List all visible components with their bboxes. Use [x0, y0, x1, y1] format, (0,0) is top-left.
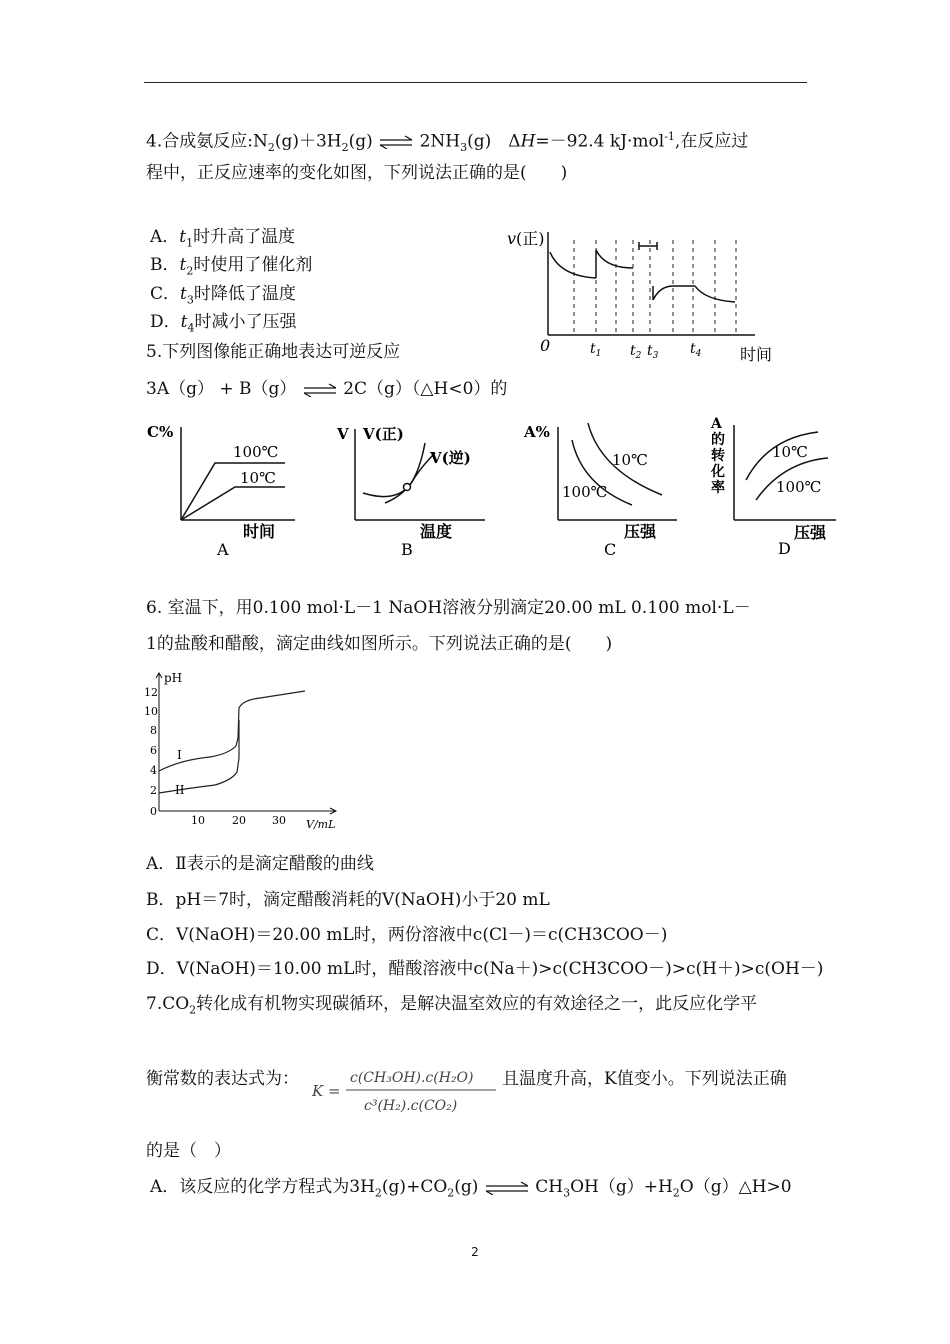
svg-text:的: 的	[711, 432, 725, 448]
q4-graph-t4: $t_4$	[690, 341, 702, 359]
svg-text:A: A	[711, 416, 722, 432]
q4-graph-t3: $t_3$	[647, 343, 659, 361]
q5d-letter: D	[778, 539, 791, 558]
equilibrium-arrow-icon	[378, 135, 414, 149]
q7-option-a: A．该反应的化学方程式为$3H_2(g)+CO_2(g)$ $CH_3OH(g)+H_2O(g)\triangle H>0$	[150, 1177, 792, 1200]
q5d-label-100: 100℃	[776, 478, 822, 496]
svg-text:4: 4	[150, 764, 157, 777]
q7-k-symbol: K =	[312, 1082, 341, 1100]
q5a-label-10: 10℃	[240, 469, 276, 487]
q7-stem-line1: $7.CO_2$转化成有机物实现碳循环，是解决温室效应的有效途径之一，此反应化学平	[146, 994, 758, 1017]
header-rule	[144, 82, 807, 83]
q6-xticks	[191, 814, 286, 827]
q5-stem-line1: 5.下列图像能正确地表达可逆反应	[146, 342, 401, 362]
q4-option-c: C．$t_3$时降低了温度	[150, 284, 296, 307]
svg-text:10: 10	[144, 705, 158, 718]
q7-stem-line2a: 衡常数的表达式为：	[146, 1069, 299, 1089]
equilibrium-arrow-icon	[484, 1181, 530, 1195]
q5c-ylabel: A%	[524, 423, 550, 441]
q5d-ylabel	[710, 416, 725, 496]
q6-label-ii: II	[175, 783, 185, 797]
q5b-fwd-curve	[363, 443, 425, 497]
q7-stem-line3: 的是（ ）	[146, 1141, 231, 1161]
q6-stem-line1: 6. 室温下，用0.100 mol·L－1 NaOH溶液分别滴定20.00 mL 0.100 mol·L－	[146, 598, 751, 618]
svg-text:化: 化	[711, 464, 725, 480]
q5c-letter: C	[604, 540, 617, 559]
q4-graph-t2: $t_2$	[630, 343, 642, 361]
q5b-ylabel: V	[337, 425, 349, 443]
q6-label-i: I	[177, 748, 182, 762]
q6-option-b: B．pH＝7时，滴定醋酸消耗的V(NaOH)小于20 mL	[146, 890, 550, 910]
q7-denominator: c³(H₂).c(CO₂)	[364, 1098, 458, 1114]
q4-stem-line1: 4.合成氨反应$:N_2(g)+3H_2(g)$ $2NH_3(g)$ ΔH=－92.4 kJ·mol$^{-1}$,在反应过	[146, 130, 749, 155]
q6-option-d: D．V(NaOH)＝10.00 mL时，醋酸溶液中c(Na＋)>c(CH3COO－)>c(H＋)>c(OH－)	[146, 959, 824, 979]
q5-graph-c	[522, 415, 687, 560]
q4-stem-line2: 程中，正反应速率的变化如图，下列说法正确的是( )	[146, 163, 568, 183]
q5b-intersection	[404, 484, 411, 491]
q4-graph-ylabel: v(正)	[507, 229, 545, 248]
q6-option-c: C．V(NaOH)＝20.00 mL时，两份溶液中c(Cl－)＝c(CH3COO－)	[146, 925, 668, 945]
q5b-xlabel: 温度	[420, 522, 453, 541]
q5a-curve-10	[181, 487, 285, 520]
page-number: 2	[471, 1245, 479, 1259]
q5b-letter: B	[401, 540, 413, 559]
q6-option-a: A．Ⅱ表示的是滴定醋酸的曲线	[146, 854, 374, 874]
q5a-xlabel: 时间	[243, 522, 276, 541]
q7-numerator: c(CH₃OH).c(H₂O)	[350, 1070, 474, 1086]
q5a-label-100: 100℃	[233, 443, 279, 461]
q5-graph-b	[335, 415, 495, 560]
q4-option-d: D．$t_4$时减小了压强	[150, 312, 297, 335]
q5a-ylabel: C%	[147, 423, 174, 441]
q4-option-a: A．$t_1$时升高了温度	[150, 227, 296, 250]
q6-ylabel: pH	[164, 671, 183, 685]
q5a-letter: A	[217, 540, 229, 559]
svg-text:6: 6	[150, 744, 157, 757]
q5c-label-10: 10℃	[612, 451, 648, 469]
q5c-xlabel: 压强	[624, 522, 657, 541]
q5-stem-line2: 3A（g） + B（g） 2C（g）（△H<0）的	[146, 379, 508, 399]
svg-text:转: 转	[711, 448, 725, 464]
svg-text:30: 30	[272, 814, 286, 827]
q5d-label-10: 10℃	[772, 443, 808, 461]
q4-rate-curve	[550, 242, 735, 302]
q4-graph-xlabel: 时间	[740, 345, 773, 364]
q7-equilibrium-expression	[310, 1064, 500, 1116]
q4-graph-origin: 0	[540, 336, 551, 355]
svg-text:12: 12	[144, 686, 158, 699]
q5b-rev-label: V(逆)	[430, 449, 471, 467]
q4-option-b: B．$t_2$时使用了催化剂	[150, 255, 313, 278]
svg-text:2: 2	[150, 784, 157, 797]
svg-text:率: 率	[711, 480, 725, 496]
q5-graph-d	[708, 410, 838, 560]
q4-rate-graph	[505, 220, 795, 370]
q5c-label-100: 100℃	[562, 483, 608, 501]
svg-text:0: 0	[150, 805, 157, 818]
equilibrium-arrow-icon	[302, 383, 338, 397]
q7-stem-line2b: 且温度升高，K值变小。下列说法正确	[502, 1069, 787, 1089]
svg-text:20: 20	[232, 814, 246, 827]
q5-graph-a	[145, 415, 305, 560]
q5d-xlabel: 压强	[794, 523, 827, 542]
q5b-fwd-label: V(正)	[363, 425, 404, 443]
svg-text:8: 8	[150, 724, 157, 737]
q6-curve-ii	[159, 720, 239, 793]
svg-text:10: 10	[191, 814, 205, 827]
q6-stem-line2: 1的盐酸和醋酸，滴定曲线如图所示。下列说法正确的是( )	[146, 634, 613, 654]
q6-yticks	[144, 686, 158, 818]
q6-xlabel: V/mL	[306, 818, 336, 831]
q4-graph-t1: $t_1$	[590, 341, 602, 359]
q6-titration-graph	[140, 668, 345, 833]
